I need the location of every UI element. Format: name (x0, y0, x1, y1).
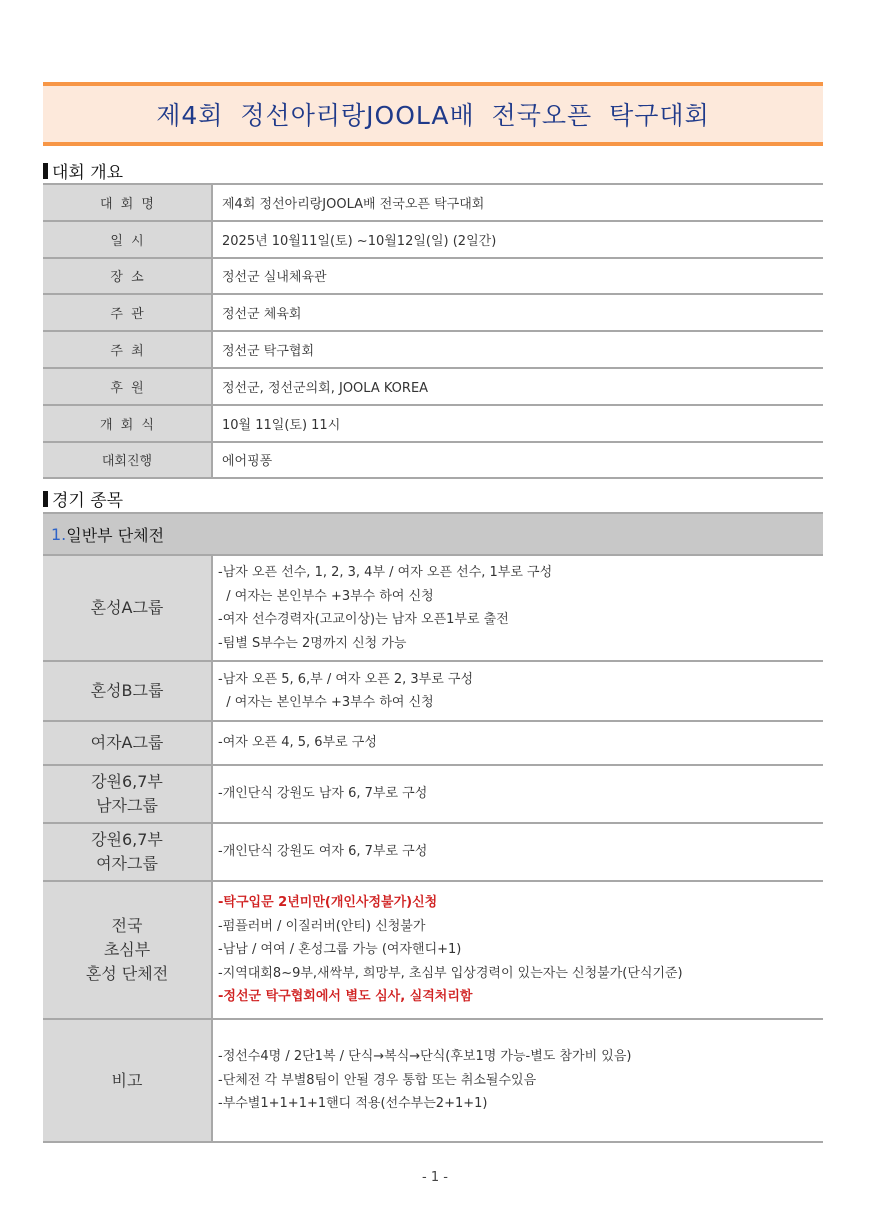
event-category-line: 여자A그룹 (90, 733, 164, 752)
event-description (213, 722, 823, 764)
event-category-line: 남자그룹 (96, 796, 158, 815)
event-category-label (43, 722, 213, 764)
event-description (213, 662, 823, 720)
overview-value: 정선군 실내체육관 (222, 270, 327, 286)
event-row (43, 556, 823, 662)
events-header-number: 1. (51, 524, 67, 544)
section-heading-overview (43, 158, 123, 183)
overview-value: 2025년 10월11일(토) ~10월12일(일) (2일간) (222, 233, 497, 249)
event-category-line: 혼성A그룹 (90, 598, 164, 617)
event-category-label (43, 662, 213, 720)
events-table-header (43, 514, 823, 556)
overview-label: 장 소 (43, 259, 213, 294)
section-marker-icon (43, 163, 48, 179)
event-category-label (43, 824, 213, 880)
event-note: -펌플러버 / 이질러버(안티) 신청불가 (218, 918, 426, 934)
title-banner (43, 82, 823, 146)
event-note: / 여자는 본인부수 +3부수 하여 신청 (218, 588, 434, 604)
overview-table (43, 183, 823, 479)
section-marker-icon (43, 491, 48, 507)
event-row (43, 882, 823, 1020)
overview-value: 에어핑퐁 (222, 454, 273, 470)
document-title: 제4회 정선아리랑JOOLA배 전국오픈 탁구대회 (156, 101, 710, 130)
overview-row (43, 185, 823, 222)
overview-row (43, 369, 823, 406)
event-row (43, 1020, 823, 1143)
event-category-line: 여자그룹 (96, 854, 158, 873)
event-note: -남자 오픈 선수, 1, 2, 3, 4부 / 여자 오픈 선수, 1부로 구성 (218, 565, 553, 580)
event-note-highlight: -탁구입문 2년미만(개인사정불가)신청 (218, 895, 438, 911)
page-number: - 1 - (422, 1170, 448, 1185)
event-category-line: 초심부 (103, 940, 151, 959)
overview-value: 정선군 체육회 (222, 307, 302, 323)
event-category-line: 강원6,7부 (91, 830, 163, 849)
overview-value: 정선군 탁구협회 (222, 344, 315, 360)
event-row (43, 766, 823, 824)
overview-label: 일 시 (43, 222, 213, 257)
event-note: -부수별1+1+1+1핸디 적용(선수부는2+1+1) (218, 1096, 488, 1112)
overview-label: 대 회 명 (43, 185, 213, 220)
overview-row (43, 295, 823, 332)
event-note: -단체전 각 부별8팀이 안될 경우 통합 또는 취소될수있음 (218, 1072, 537, 1088)
event-category-line: 비고 (111, 1070, 143, 1090)
event-note-highlight: -정선군 탁구협회에서 별도 심사, 실격처리함 (218, 989, 473, 1005)
event-note: / 여자는 본인부수 +3부수 하여 신청 (218, 695, 434, 710)
event-category-line: 전국 (111, 916, 143, 935)
event-category-label (43, 766, 213, 822)
event-description (213, 1020, 823, 1141)
overview-value: 10월 11일(토) 11시 (222, 417, 341, 433)
overview-label: 주 관 (43, 295, 213, 330)
event-description (213, 556, 823, 660)
events-header-text: 일반부 단체전 (66, 525, 165, 545)
event-row (43, 824, 823, 882)
event-category-label (43, 882, 213, 1018)
event-category-line: 혼성 단체전 (85, 964, 169, 983)
overview-row (43, 259, 823, 296)
event-note: -지역대회8~9부,새싹부, 희망부, 초심부 입상경력이 있는자는 신청불가(단식기준) (218, 965, 683, 981)
event-category-label (43, 556, 213, 660)
overview-label: 개 회 식 (43, 406, 213, 441)
event-description (213, 882, 823, 1018)
section-heading-text: 경기 종목 (52, 491, 124, 511)
overview-value: 제4회 정선아리랑JOOLA배 전국오픈 탁구대회 (222, 196, 485, 212)
overview-label: 주 최 (43, 332, 213, 367)
event-category-line: 강원6,7부 (91, 772, 163, 791)
event-note: -남남 / 여여 / 혼성그룹 가능 (여자핸디+1) (218, 942, 462, 958)
overview-label: 후 원 (43, 369, 213, 404)
event-row (43, 662, 823, 722)
event-category-label (43, 1020, 213, 1141)
section-heading-text: 대회 개요 (52, 163, 124, 183)
event-category-line: 혼성B그룹 (90, 681, 164, 700)
overview-value: 정선군, 정선군의회, JOOLA KOREA (222, 380, 429, 396)
event-note: -여자 오픈 4, 5, 6부로 구성 (218, 735, 377, 751)
overview-row (43, 332, 823, 369)
event-note: -여자 선수경력자(고교이상)는 남자 오픈1부로 출전 (218, 612, 509, 627)
overview-row (43, 222, 823, 259)
overview-row (43, 406, 823, 443)
event-note: -팀별 S부수는 2명까지 신청 가능 (218, 635, 407, 651)
event-description (213, 766, 823, 822)
event-row (43, 722, 823, 766)
events-table (43, 512, 823, 1143)
section-heading-events (43, 486, 123, 511)
overview-label: 대회진행 (43, 443, 213, 478)
event-note: -개인단식 강원도 여자 6, 7부로 구성 (218, 844, 428, 860)
event-note: -정선수4명 / 2단1복 / 단식→복식→단식(후보1명 가능-별도 참가비 있음) (218, 1049, 632, 1065)
event-note: -개인단식 강원도 남자 6, 7부로 구성 (218, 786, 428, 802)
overview-row (43, 443, 823, 480)
event-description (213, 824, 823, 880)
event-note: -남자 오픈 5, 6,부 / 여자 오픈 2, 3부로 구성 (218, 671, 473, 687)
